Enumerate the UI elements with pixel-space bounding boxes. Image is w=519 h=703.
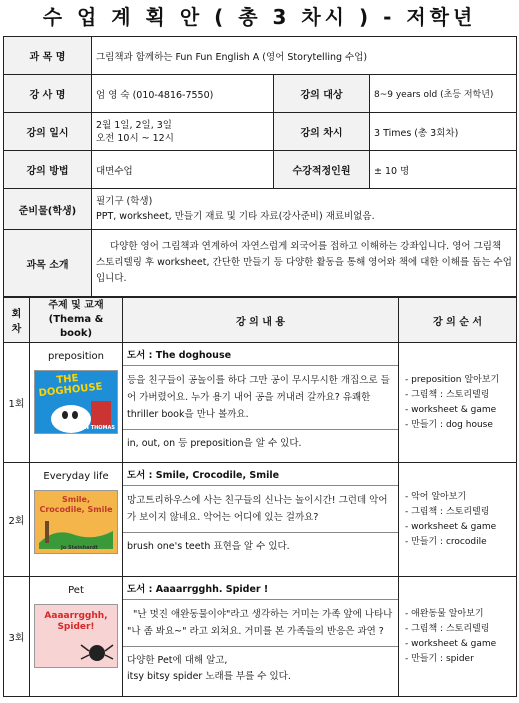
course-info-table (3, 36, 517, 297)
capacity-value: ± 10 명 (370, 151, 517, 189)
session-order (399, 463, 517, 577)
topic-name: Everyday life (43, 471, 109, 482)
order-step: - 만들기 : crocodile (405, 536, 487, 547)
session-plan-table (3, 297, 517, 697)
book-title: 도서 : The doghouse (123, 343, 398, 366)
date-value (92, 113, 274, 151)
book-description: "난 멋진 애완동물이야"라고 생각하는 거미는 가족 앞에 나타나 "나 좀 봐요~" 라고 외쳐요. 거미를 본 가족들의 반응은 과연 ? (127, 609, 393, 637)
course-value: 그림책과 함께하는 Fun Fun English A (영어 Storytelling 수업) (92, 37, 517, 75)
book-title: 도서 : Aaaarrgghh. Spider ! (123, 577, 398, 600)
learning-goal: in, out, on 등 preposition을 알 수 있다. (123, 429, 398, 458)
plan-topic-header (30, 298, 123, 343)
method-value: 대면수업 (92, 151, 274, 189)
topic-name: preposition (47, 351, 104, 362)
supplies-label: 준비물(학생) (4, 189, 92, 230)
sessions-value: 3 Times (총 3회차) (370, 113, 517, 151)
session-num: 1회 (4, 343, 30, 463)
book-cover-image (34, 490, 118, 554)
course-label: 과 목 명 (4, 37, 92, 75)
method-label: 강의 방법 (4, 151, 92, 189)
order-step: - worksheet & game (405, 521, 497, 532)
intro-label: 과목 소개 (4, 230, 92, 297)
session-content (123, 577, 399, 697)
book-cover-image (34, 604, 118, 668)
intro-value: 다양한 영어 그림책과 연계하여 자연스럽게 외국어를 접하고 이해하는 강좌입니다. 영어 그림책 스토리텔링 후 worksheet, 간단한 만들기 등 다양한 활동을 통해 영어와 책에 대한 이해를 돕는 수업입니다. (92, 230, 517, 297)
order-step: - 그림책 : 스토리텔링 (405, 623, 490, 634)
book-description: 등을 친구들이 공놀이를 하다 그만 공이 무시무시한 개집으로 들어 가버렸어요. 누가 용기 내어 공을 꺼내려 갈까요? 유쾌한 thriller book을 만나 볼까요. (127, 375, 390, 420)
sessions-label: 강의 차시 (274, 113, 370, 151)
plan-content-header: 강 의 내 용 (123, 298, 399, 343)
date-label: 강의 일시 (4, 113, 92, 151)
order-step: - 악어 알아보기 (405, 491, 467, 502)
cover-title: THE DOGHOUSE (38, 372, 104, 400)
learning-goal-line2: itsy bitsy spider 노래를 부를 수 있다. (127, 671, 291, 682)
topic-name: Pet (68, 585, 84, 596)
target-value: 8~9 years old (초등 저학년) (370, 75, 517, 113)
cover-title: Smile, Crocodile, Smile (39, 495, 113, 514)
date-time: 오전 10시 ~ 12시 (96, 132, 174, 144)
order-step: - preposition 알아보기 (405, 374, 500, 385)
supplies-value (92, 189, 517, 230)
cover-author: Jo Steinhardt (61, 545, 99, 551)
session-content (123, 463, 399, 577)
session-topic (30, 463, 123, 577)
book-description: 망고트리하우스에 사는 친구들의 신나는 놀이시간! 그런데 악어가 보이지 않네요. 악어는 어디에 있는 걸까요? (127, 495, 388, 523)
learning-goal-line1: 다양한 Pet에 대해 알고, (127, 655, 228, 666)
order-step: - worksheet & game (405, 638, 497, 649)
order-step: - worksheet & game (405, 404, 497, 415)
learning-goal (123, 646, 398, 691)
target-label: 강의 대상 (274, 75, 370, 113)
plan-num-header: 회차 (4, 298, 30, 343)
cover-title: Aaaarrgghh, Spider! (44, 611, 108, 632)
order-step: - 애완동물 알아보기 (405, 608, 484, 619)
session-topic (30, 343, 123, 463)
book-cover-image (34, 370, 118, 434)
cover-author: JAN THOMAS (79, 425, 115, 431)
session-order (399, 343, 517, 463)
supplies-teacher: PPT, worksheet, 만들기 재료 및 기타 자료(강사준비) 재료비없음. (96, 211, 375, 222)
session-content (123, 343, 399, 463)
order-step: - 그림책 : 스토리텔링 (405, 389, 490, 400)
page-title: 수 업 계 획 안 ( 총 3 차시 ) - 저학년 (42, 5, 477, 29)
capacity-label: 수강적정인원 (274, 151, 370, 189)
order-step: - 만들기 : dog house (405, 419, 493, 430)
book-title: 도서 : Smile, Crocodile, Smile (123, 463, 398, 486)
order-step: - 그림책 : 스토리텔링 (405, 506, 490, 517)
plan-topic-header-line2: (Thema & book) (48, 314, 104, 339)
plan-topic-header-line1: 주제 및 교재 (48, 300, 104, 311)
teacher-label: 강 사 명 (4, 75, 92, 113)
session-topic (30, 577, 123, 697)
date-days: 2월 1일, 2일, 3일 (96, 119, 172, 131)
session-num: 2회 (4, 463, 30, 577)
session-num: 3회 (4, 577, 30, 697)
learning-goal: brush one's teeth 표현을 알 수 있다. (123, 532, 398, 561)
supplies-student: 필기구 (학생) (96, 196, 153, 207)
plan-order-header: 강 의 순 서 (399, 298, 517, 343)
teacher-value: 엄 영 숙 (010-4816-7550) (92, 75, 274, 113)
session-order (399, 577, 517, 697)
order-step: - 만들기 : spider (405, 653, 474, 664)
